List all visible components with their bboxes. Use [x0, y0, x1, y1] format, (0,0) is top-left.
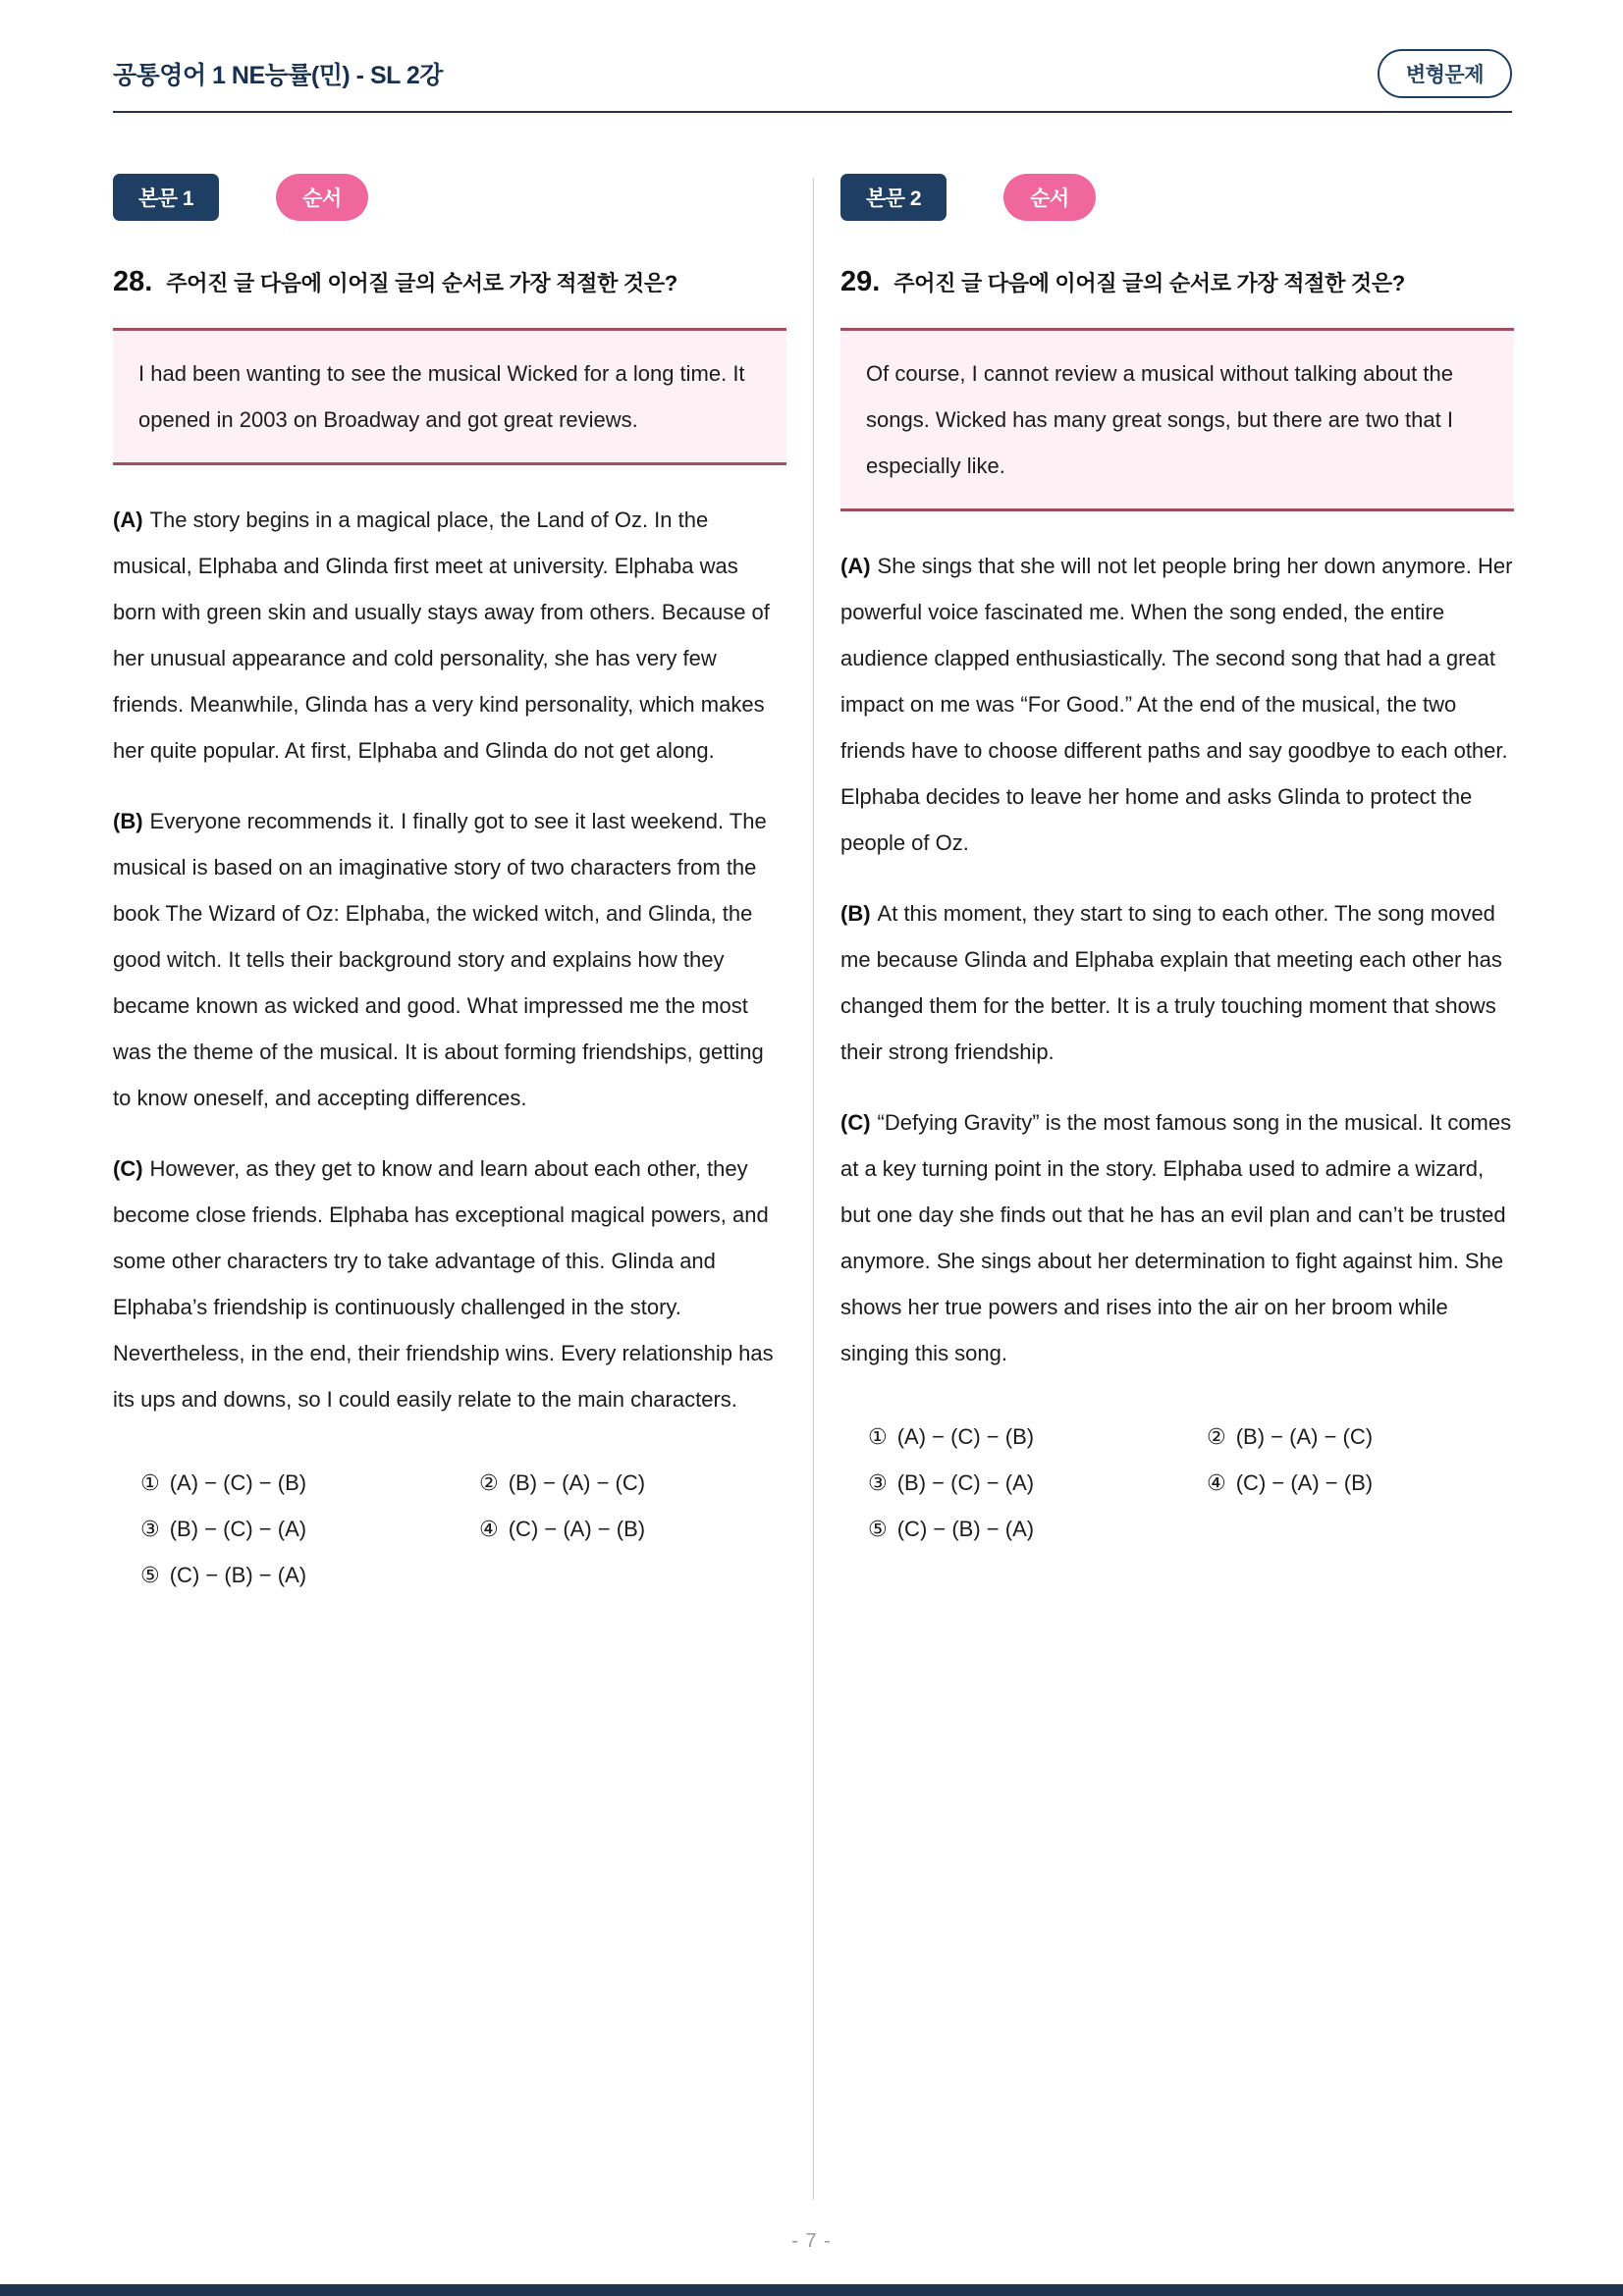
answer-choices — [840, 1414, 1514, 1552]
choice-option-3 — [140, 1506, 479, 1552]
paragraph-label: (B) — [113, 809, 143, 833]
variant-problem-badge: 변형문제 — [1378, 49, 1512, 98]
paragraph-a — [840, 543, 1514, 866]
paragraph-text: The story begins in a magical place, the Land of Oz. In the musical, Elphaba and Glinda first meet at university. Elphaba was born with green skin and usually stays away from others. Because of her unusual appearance and cold personality, she has very few friends. Meanwhile, Glinda has a very kind personality, which makes her quite popular. At first, Elphaba and Glinda do not get along. — [113, 507, 770, 763]
choice-option-2 — [479, 1460, 786, 1506]
header-title: 공통영어 1 NE능률(민) - SL 2강 — [113, 62, 443, 89]
paragraph-c — [840, 1099, 1514, 1376]
section-badge: 본문 2 — [840, 174, 947, 221]
paragraph-text: “Defying Gravity” is the most famous song in the musical. It comes at a key turning point in the story. Elphaba used to admire a wizard, but one day she finds out that he has an evil plan and can’t be trusted anymore. She sings about her determination to fight against him. She shows her true powers and rises into the air on her broom while singing this song. — [840, 1110, 1512, 1365]
choice-option-1 — [140, 1460, 479, 1506]
paragraph-text: However, as they get to know and learn about each other, they become close friends. Elphaba has exceptional magical powers, and some other characters try to take advantage of this. Glinda and Elphaba’s friendship is continuously challenged in the story. Nevertheless, in the end, their friendship wins. Every relationship has its ups and downs, so I could easily relate to the main characters. — [113, 1156, 774, 1412]
choice-option-4 — [479, 1506, 786, 1552]
question-type-badge: 순서 — [276, 174, 368, 221]
question-prompt: 주어진 글 다음에 이어질 글의 순서로 가장 적절한 것은? — [166, 271, 677, 295]
choice-option-4 — [1207, 1460, 1514, 1506]
paragraph-b — [840, 890, 1514, 1075]
given-passage-text: Of course, I cannot review a musical without talking about the songs. Wicked has many great songs, but there are two that I especially like. — [866, 361, 1453, 478]
choice-text: (C) − (A) − (B) — [1235, 1470, 1374, 1495]
choice-option-5 — [868, 1506, 1207, 1552]
paragraph-text: Everyone recommends it. I finally got to see it last weekend. The musical is based on an imaginative story of two characters from the book The Wizard of Oz: Elphaba, the wicked witch, and Glinda, the good witch. It tells their background story and explains how they became known as wicked and good. What impressed me the most was the theme of the musical. It is about forming friendships, getting to know oneself, and accepting differences. — [113, 809, 767, 1110]
choice-text: (B) − (A) − (C) — [508, 1470, 646, 1495]
paragraph-text: At this moment, they start to sing to each other. The song moved me because Glinda and Elphaba explain that meeting each other has changed them for the better. It is a truly touching moment that shows their strong friendship. — [840, 901, 1502, 1064]
paragraph-label: (A) — [113, 507, 143, 532]
choice-number: ④ — [479, 1517, 499, 1541]
content-area — [0, 113, 1623, 2200]
page-number: - 7 - — [791, 2230, 832, 2252]
question-column-right — [840, 174, 1514, 1552]
choice-number: ① — [868, 1424, 888, 1449]
choice-number: ③ — [140, 1517, 160, 1541]
choice-text: (B) − (C) − (A) — [169, 1517, 307, 1541]
choice-option-5 — [140, 1552, 479, 1598]
choice-text: (B) − (A) − (C) — [1235, 1424, 1374, 1449]
badge-row — [840, 174, 1514, 221]
choice-number: ① — [140, 1470, 160, 1495]
paragraph-label: (C) — [113, 1156, 143, 1181]
choice-option-3 — [868, 1460, 1207, 1506]
paragraph-label: (C) — [840, 1110, 871, 1135]
given-passage-box — [113, 328, 786, 465]
given-passage-box — [840, 328, 1514, 511]
page-header — [0, 0, 1623, 98]
question-type-badge: 순서 — [1003, 174, 1096, 221]
choice-option-2 — [1207, 1414, 1514, 1460]
question-prompt: 주어진 글 다음에 이어질 글의 순서로 가장 적절한 것은? — [893, 271, 1405, 295]
paragraph-c — [113, 1146, 786, 1422]
question-heading — [113, 266, 786, 298]
question-number: 28. — [113, 266, 153, 297]
choice-number: ⑤ — [140, 1563, 160, 1587]
choice-text: (C) − (B) − (A) — [896, 1517, 1035, 1541]
choice-option-1 — [868, 1414, 1207, 1460]
paragraph-a — [113, 497, 786, 774]
choice-number: ③ — [868, 1470, 888, 1495]
choice-text: (B) − (C) − (A) — [896, 1470, 1035, 1495]
choice-number: ② — [1207, 1424, 1226, 1449]
choice-text: (C) − (A) − (B) — [508, 1517, 646, 1541]
paragraph-label: (B) — [840, 901, 871, 926]
paragraph-b — [113, 798, 786, 1121]
choice-text: (A) − (C) − (B) — [896, 1424, 1035, 1449]
paragraph-label: (A) — [840, 554, 871, 578]
answer-choices — [113, 1460, 786, 1598]
section-badge: 본문 1 — [113, 174, 219, 221]
choice-number: ⑤ — [868, 1517, 888, 1541]
bottom-accent-bar — [0, 2284, 1623, 2296]
choice-number: ② — [479, 1470, 499, 1495]
choice-text: (C) − (B) − (A) — [169, 1563, 307, 1587]
paragraph-text: She sings that she will not let people bring her down anymore. Her powerful voice fascinated me. When the song ended, the entire audience clapped enthusiastically. The second song that had a great impact on me was “For Good.” At the end of the musical, the two friends have to choose different paths and say goodbye to each other. Elphaba decides to leave her home and asks Glinda to protect the people of Oz. — [840, 554, 1513, 855]
question-number: 29. — [840, 266, 881, 297]
choice-text: (A) − (C) − (B) — [169, 1470, 307, 1495]
badge-row — [113, 174, 786, 221]
question-column-left — [113, 174, 786, 1598]
given-passage-text: I had been wanting to see the musical Wicked for a long time. It opened in 2003 on Broadway and got great reviews. — [138, 361, 745, 432]
choice-number: ④ — [1207, 1470, 1226, 1495]
column-divider — [813, 178, 814, 2200]
question-heading — [840, 266, 1514, 298]
